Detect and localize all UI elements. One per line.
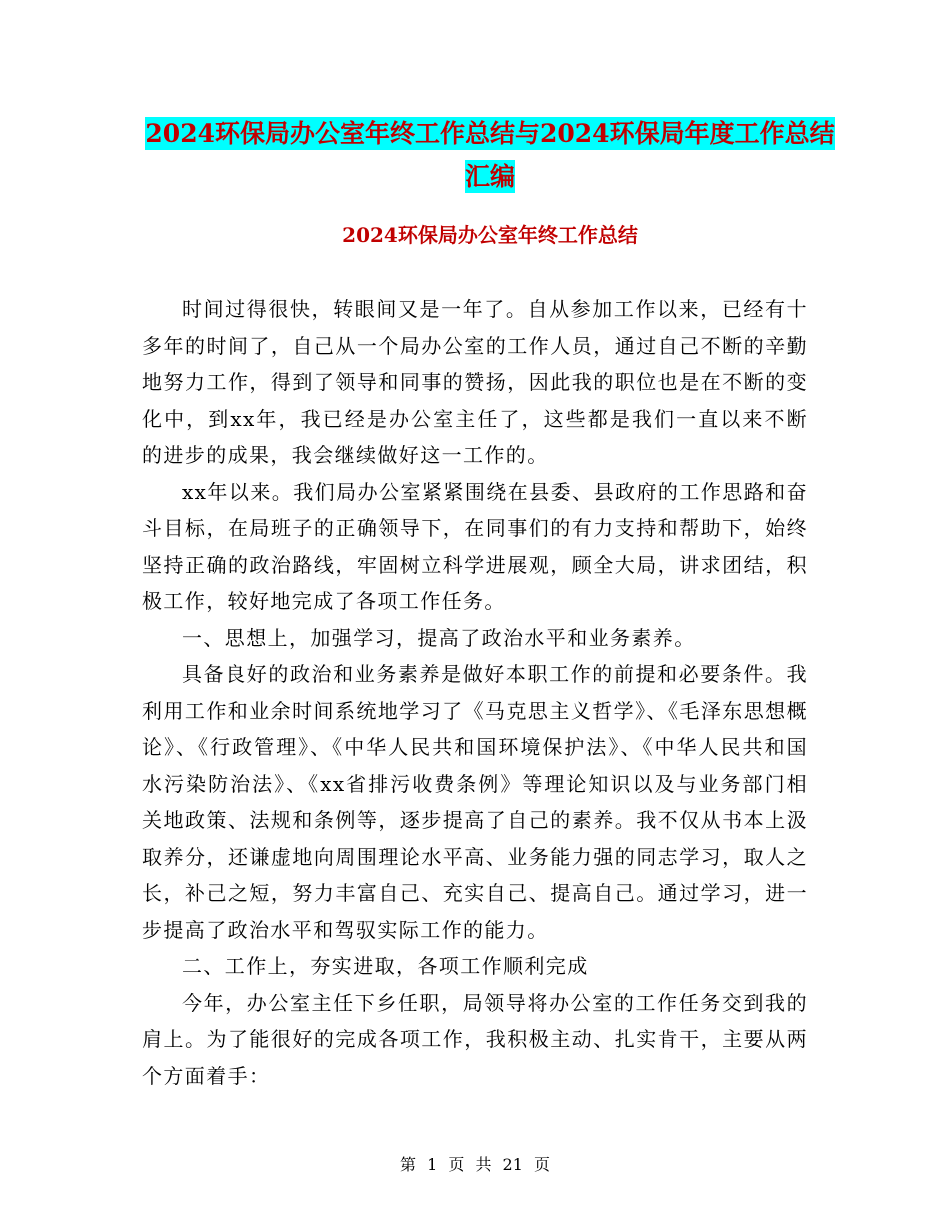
paragraph: 具备良好的政治和业务素养是做好本职工作的前提和必要条件。我利用工作和业余时间系统地学习了《马克思主义哲学》、《毛泽东思想概论》、《行政管理》、《中华人民共和国环境保护法》、《中华人民共和国水污染防治法》、《xx省排污收费条例》等理论知识以及与业务部门相关地政策、法规和条例等，逐步提高了自己的素养。我不仅从书本上汲取养分，还谦虚地向周围理论水平高、业务能力强的同志学习，取人之长，补己之短，努力丰富自己、充实自己、提高自己。通过学习，进一步提高了政治水平和驾驭实际工作的能力。 <box>142 662 808 942</box>
section-title: 2024环保局办公室年终工作总结 <box>342 223 638 247</box>
section-heading-1: 一、思想上，加强学习，提高了政治水平和业务素养。 <box>182 625 696 650</box>
paragraph: 今年，办公室主任下乡任职，局领导将办公室的工作任务交到我的肩上。为了能很好的完成各项工作，我积极主动、扎实肯干，主要从两个方面着手： <box>142 990 808 1088</box>
page-number-footer: 第 1 页 共 21 页 <box>400 1155 550 1174</box>
paragraph: 时间过得很快，转眼间又是一年了。自从参加工作以来，已经有十多年的时间了，自己从一个局办公室的工作人员，通过自己不断的辛勤地努力工作，得到了领导和同事的赞扬，因此我的职位也是在不断的变化中，到xx年，我已经是办公室主任了，这些都是我们一直以来不断的进步的成果，我会继续做好这一工作的。 <box>142 297 808 467</box>
document-title-highlight: 2024环保局办公室年终工作总结与2024环保局年度工作总结汇编 <box>145 119 835 191</box>
section-heading-2: 二、工作上，夯实进取，各项工作顺利完成 <box>182 954 589 978</box>
document-title <box>140 112 840 198</box>
document-body <box>142 291 808 1094</box>
paragraph: xx年以来。我们局办公室紧紧围绕在县委、县政府的工作思路和奋斗目标，在局班子的正确领导下，在同事们的有力支持和帮助下，始终坚持正确的政治路线，牢固树立科学进展观，顾全大局，讲求团结，积极工作，较好地完成了各项工作任务。 <box>142 479 808 613</box>
